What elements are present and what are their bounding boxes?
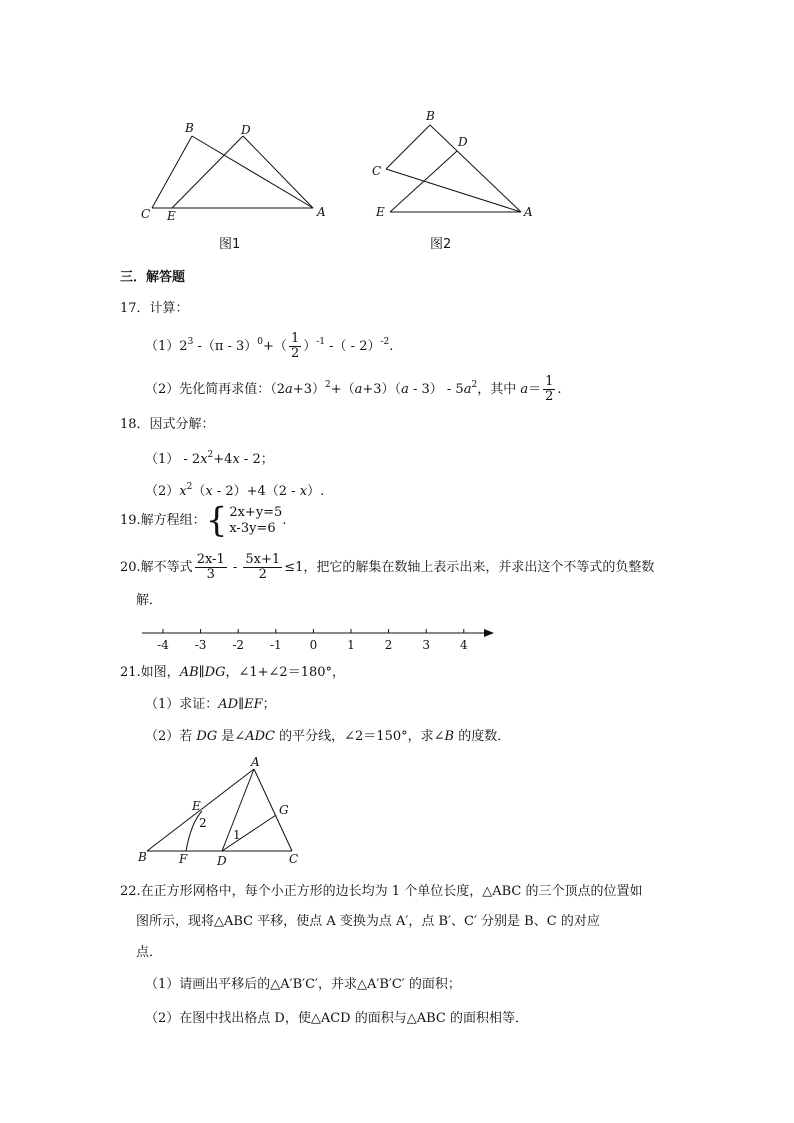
fig1-label-a: A	[317, 205, 326, 219]
q21-label-f: F	[179, 852, 188, 866]
q21-label-a: A	[251, 755, 260, 769]
fig2-label-b: B	[426, 109, 435, 123]
q18-part1: $(1) - 2x^2+4x - 2$；	[145, 450, 274, 467]
q21-label-e: E	[192, 799, 201, 813]
number-line-tick-label: 2	[384, 638, 393, 652]
q21-figure	[135, 755, 310, 870]
section-title: 三．解答题	[120, 270, 186, 285]
q17-fraction-half: $\frac{1}{2}$	[290, 331, 300, 361]
q22-line1: 22.在正方形网格中，每个小正方形的边长均为 1 个单位长度，△ABC 的三个顶点的位置如	[120, 884, 643, 899]
fig1-segment-ba	[192, 136, 313, 208]
number-line-tick-label: 0	[309, 638, 318, 652]
q22-part1: （1）请画出平移后的△A′B′C′，并求△A′B′C′ 的面积；	[145, 977, 461, 992]
number-line-tick-label: -2	[232, 638, 245, 652]
q17-part2: （2）先化简再求值：$(2a+3)^2+(a+3)(a - 3) - 5a^2$，其中 a＝ $\frac{1}{2}$ .	[145, 374, 562, 404]
fig2-label-c: C	[372, 164, 382, 178]
figure-1	[135, 118, 335, 228]
figure-2	[368, 105, 543, 230]
q21-label-angle-1: 1	[233, 828, 241, 842]
q21-part1: （1）求证：AD∥EF；	[145, 697, 276, 712]
fig2-label-a: A	[524, 205, 533, 219]
q22-part2: （2）在图中找出格点 D，使△ACD 的面积与△ABC 的面积相等．	[145, 1011, 528, 1026]
fig1-label-b: B	[185, 121, 194, 135]
fig1-segment-cb	[152, 136, 192, 208]
fig2-label-e: E	[376, 205, 385, 219]
fig2-label-d: D	[458, 135, 468, 149]
q19: 19.解方程组：{ 2x+y=5 x-3y=6 .	[120, 500, 287, 541]
fig1-segment-ed	[172, 136, 243, 208]
number-line-arrow-icon	[484, 629, 494, 637]
q20-line2: 解．	[136, 593, 163, 608]
q19-brace: {	[205, 500, 228, 541]
fig1-label-e: E	[167, 209, 176, 223]
q22-line3: 点．	[136, 945, 163, 960]
q19-system: 2x+y=5 x-3y=6	[229, 504, 283, 536]
q17-fraction-a-value: $\frac{1}{2}$	[545, 374, 554, 404]
q17-part1: $(1)2^3$ -（π - 3）$^0$+（ $\frac{1}{2}$ ）$^{-1}$ -（ - 2）$^{-2}$.	[145, 331, 394, 361]
q20-fraction-2: $\frac{5x+1}{2}$	[245, 552, 281, 582]
q21-label-g: G	[279, 803, 289, 817]
q21-label-d: D	[217, 854, 227, 868]
number-line-tick-label: 3	[422, 638, 431, 652]
q21-stem: 21.如图，AB∥DG，∠1+∠2＝180°，	[120, 665, 346, 680]
number-line-tick-label: -4	[157, 638, 169, 652]
q22-line2: 图所示，现将△ABC 平移，使点 A 变换为点 A′，点 B′、C′ 分别是 B、C 的对应	[136, 914, 600, 929]
q18-part2: $(2)x^2(x - 2)+4(2 - x)$.	[145, 482, 325, 499]
q21-label-angle-2: 2	[199, 816, 207, 830]
fig1-label-c: C	[141, 207, 151, 221]
q21-label-b: B	[138, 850, 147, 864]
number-line-ticks	[157, 629, 468, 652]
number-line-tick-label: -1	[269, 638, 282, 652]
fig2-segment-ba	[430, 125, 521, 212]
fig1-label-d: D	[241, 123, 251, 137]
fig2-segment-cb	[386, 125, 430, 169]
q21-part2: （2）若 DG 是∠ADC 的平分线，∠2＝150°，求∠B 的度数．	[145, 729, 511, 744]
fig2-segment-ca	[386, 169, 521, 212]
q18-stem: 18．因式分解：	[120, 417, 215, 432]
q21-label-c: C	[289, 852, 299, 866]
number-line-tick-label: 4	[459, 638, 468, 652]
number-line-tick-label: -3	[194, 638, 207, 652]
q20-fraction-1: $\frac{2x-1}{3}$	[196, 552, 225, 582]
number-line	[138, 622, 500, 654]
fig1-segment-da	[243, 136, 313, 208]
q17-stem: 17．计算：	[120, 301, 189, 316]
fig1-caption: 图1	[219, 237, 241, 252]
q21-segment-dg	[222, 815, 276, 851]
fig2-caption: 图2	[430, 237, 452, 252]
fig2-segment-ed	[390, 151, 457, 212]
q20-line1: 20.解不等式 $\frac{2x-1}{3}$ - $\frac{5x+1}{2}$ ≤1，把它的解集在数轴上表示出来，并求出这个不等式的负整数	[120, 552, 655, 582]
number-line-tick-label: 1	[347, 638, 355, 652]
